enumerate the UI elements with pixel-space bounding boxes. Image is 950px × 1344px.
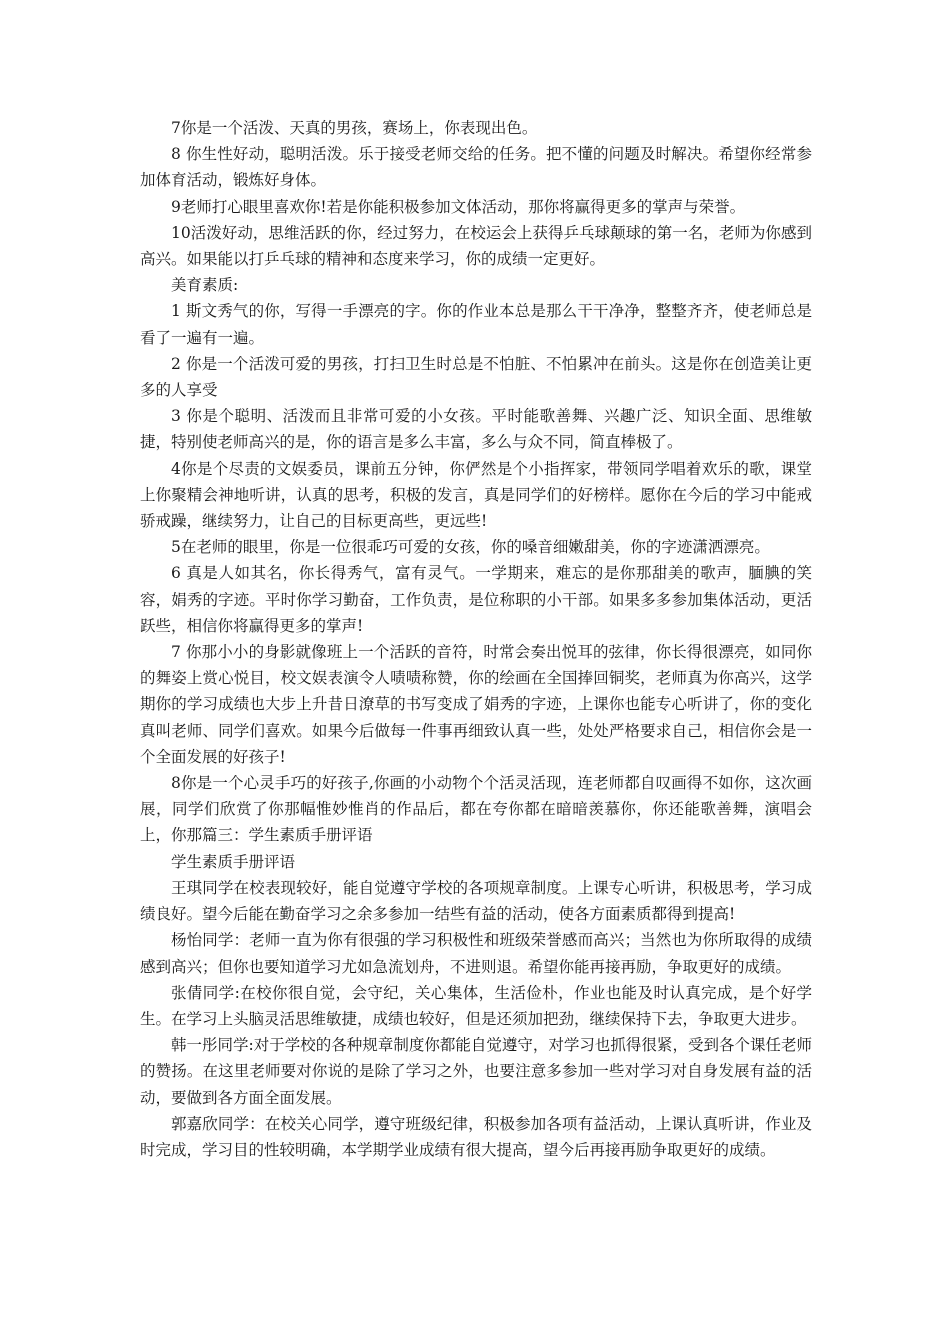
paragraph-sports-10: 10活泼好动，思维活跃的你，经过努力，在校运会上获得乒乓球颠球的第一名，老师为你感到高兴。如果能以打乒乓球的精神和态度来学习，你的成绩一定更好。 bbox=[140, 223, 812, 269]
section-heading-aesthetic: 美育素质: bbox=[171, 276, 239, 295]
comment-zhang-qian: 张倩同学:在校你很自觉，会守纪，关心集体，生活俭朴，作业也能及时认真完成，是个好学生。在学习上头脑灵活思维敏捷，成绩也较好，但是还须加把劲，继续保持下去，争取更大进步。 bbox=[140, 983, 812, 1028]
paragraph-aesthetic-6: 6 真是人如其名，你长得秀气，富有灵气。一学期来，难忘的是你那甜美的歌声，腼腆的笑容，娟秀的字迹。平时你学习勤奋，工作负责，是位称职的小干部。如果多多参加集体活动，更活跃些，相信你将赢得更多的掌声! bbox=[140, 564, 812, 635]
paragraph-aesthetic-2: 2 你是一个活泼可爱的男孩，打扫卫生时总是不怕脏、不怕累冲在前头。这是你在创造美让更多的人享受 bbox=[140, 354, 812, 400]
comment-wang-qi: 王琪同学在校表现较好，能自觉遵守学校的各项规章制度。上课专心听讲，积极思考，学习成绩良好。望今后能在勤奋学习之余多参加一结些有益的活动，使各方面素质都得到提高! bbox=[140, 878, 812, 924]
paragraph-sports-8: 8 你生性好动，聪明活泼。乐于接受老师交给的任务。把不懂的问题及时解决。希望你经常参加体育活动，锻炼好身体。 bbox=[140, 145, 812, 190]
paragraph-sports-7: 7你是一个活泼、天真的男孩，赛场上，你表现出色。 bbox=[171, 119, 538, 137]
paragraph-aesthetic-5: 5在老师的眼里，你是一位很乖巧可爱的女孩，你的嗓音细嫩甜美，你的字迹潇洒漂亮。 bbox=[171, 538, 770, 557]
paragraph-aesthetic-4: 4你是个尽责的文娱委员，课前五分钟，你俨然是个小指挥家，带领同学唱着欢乐的歌，课堂上你聚精会神地听讲，认真的思考，积极的发言，真是同学们的好榜样。愿你在今后的学习中能戒骄戒躁，继续努力，让自己的目标更高些，更远些! bbox=[140, 459, 812, 531]
paragraph-aesthetic-3: 3 你是个聪明、活泼而且非常可爱的小女孩。平时能歌善舞、兴趣广泛、知识全面、思维敏捷，特别使老师高兴的是，你的语言是多么丰富，多么与众不同，简直棒极了。 bbox=[140, 407, 812, 452]
paragraph-aesthetic-7: 7 你那小小的身影就像班上一个活跃的音符，时常会奏出悦耳的弦律，你长得很漂亮，如同你的舞姿上赏心悦目，校文娱表演令人啧啧称赞，你的绘画在全国捧回铜奖，老师真为你高兴，这学期你的学习成绩也大步上升昔日潦草的书写变成了娟秀的字迹，上课你也能专心听讲了，你的变化真叫老师、同学们喜欢。如果今后做每一件事再细致认真一些，处处严格要求自己，相信你会是一个全面发展的好孩子! bbox=[140, 643, 812, 766]
paragraph-sports-9: 9老师打心眼里喜欢你!若是你能积极参加文体活动，那你将赢得更多的掌声与荣誉。 bbox=[171, 197, 746, 216]
section-heading-comments: 学生素质手册评语 bbox=[171, 852, 296, 871]
comment-han-yitong: 韩一彤同学:对于学校的各种规章制度你都能自觉遵守，对学习也抓得很紧，受到各个课任老师的赞扬。在这里老师要对你说的是除了学习之外，也要注意多参加一些对学习对自身发展有益的活动，要做到各方面全面发展。 bbox=[140, 1036, 812, 1107]
comment-guo-jiaxin: 郭嘉欣同学：在校关心同学，遵守班级纪律，积极参加各项有益活动，上课认真听讲，作业及时完成，学习目的性较明确，本学期学业成绩有很大提高，望今后再接再励争取更好的成绩。 bbox=[140, 1114, 812, 1159]
paragraph-aesthetic-1: 1 斯文秀气的你，写得一手漂亮的字。你的作业本总是那么干干净净，整整齐齐，使老师总是看了一遍有一遍。 bbox=[140, 302, 812, 347]
paragraph-aesthetic-8: 8你是一个心灵手巧的好孩子,你画的小动物个个活灵活现，连老师都自叹画得不如你，这次画展，同学们欣赏了你那幅惟妙惟肖的作品后，都在夸你都在暗暗羡慕你，你还能歌善舞，演唱会上，你那篇三：学生素质手册评语 bbox=[140, 774, 812, 845]
document-body bbox=[140, 115, 812, 1163]
comment-yang-yi: 杨怡同学：老师一直为你有很强的学习积极性和班级荣誉感而高兴；当然也为你所取得的成绩感到高兴；但你也要知道学习尤如急流划舟，不进则退。希望你能再接再励，争取更好的成绩。 bbox=[140, 931, 812, 976]
